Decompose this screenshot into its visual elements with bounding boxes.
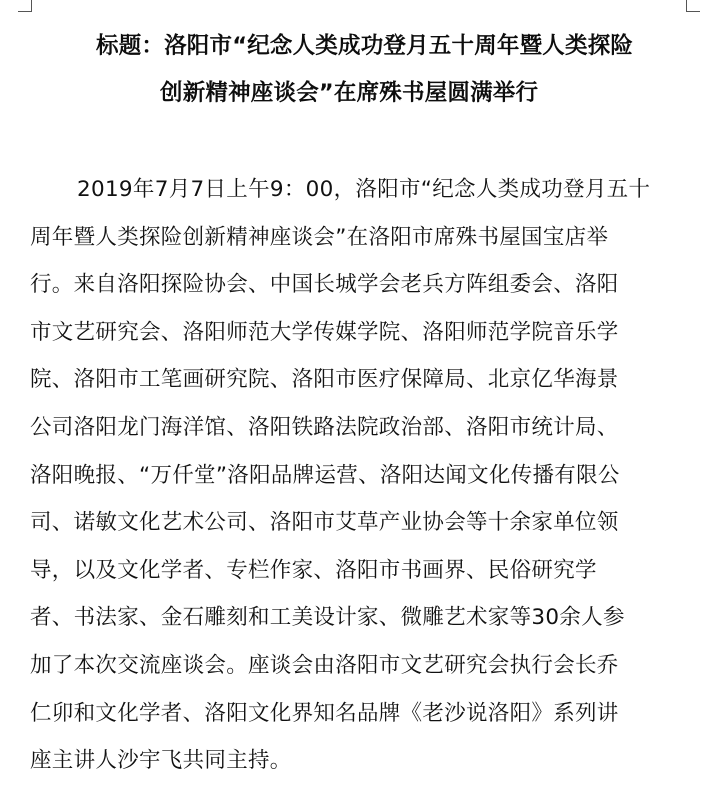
paragraph-line: 市文艺研究会、洛阳师范大学传媒学院、洛阳师范学院音乐学 bbox=[30, 319, 619, 345]
crop-mark-top-left bbox=[18, 0, 32, 12]
paragraph-line: 周年暨人类探险创新精神座谈会”在洛阳市席殊书屋国宝店举 bbox=[30, 224, 609, 250]
paragraph-line: 2019年7月7日上午9：00，洛阳市“纪念人类成功登月五十 bbox=[77, 177, 651, 202]
paragraph-line: 行。来自洛阳探险协会、中国长城学会老兵方阵组委会、洛阳 bbox=[30, 272, 619, 298]
crop-mark-top-right bbox=[686, 0, 700, 12]
document-title-line-2: 创新精神座谈会”在席殊书屋圆满举行 bbox=[160, 80, 539, 106]
body-paragraph bbox=[30, 166, 702, 785]
paragraph-line: 导，以及文化学者、专栏作家、洛阳市书画界、民俗研究学 bbox=[30, 557, 597, 583]
paragraph-line: 洛阳晚报、“万仟堂”洛阳品牌运营、洛阳达闻文化传播有限公 bbox=[30, 462, 620, 488]
paragraph-line: 院、洛阳市工笔画研究院、洛阳市医疗保障局、北京亿华海景 bbox=[30, 367, 619, 393]
paragraph-line: 座主讲人沙宇飞共同主持。 bbox=[30, 748, 292, 774]
paragraph-line: 仁卯和文化学者、洛阳文化界知名品牌《老沙说洛阳》系列讲 bbox=[30, 700, 619, 726]
paragraph-line: 者、书法家、金石雕刻和工美设计家、微雕艺术家等30余人参 bbox=[30, 605, 625, 631]
paragraph-line: 公司洛阳龙门海洋馆、洛阳铁路法院政治部、洛阳市统计局、 bbox=[30, 414, 619, 440]
document-title-line-1: 标题：洛阳市“纪念人类成功登月五十周年暨人类探险 bbox=[96, 33, 634, 59]
paragraph-line: 加了本次交流座谈会。座谈会由洛阳市文艺研究会执行会长乔 bbox=[30, 652, 619, 678]
paragraph-line: 司、诺敏文化艺术公司、洛阳市艾草产业协会等十余家单位领 bbox=[30, 510, 619, 536]
